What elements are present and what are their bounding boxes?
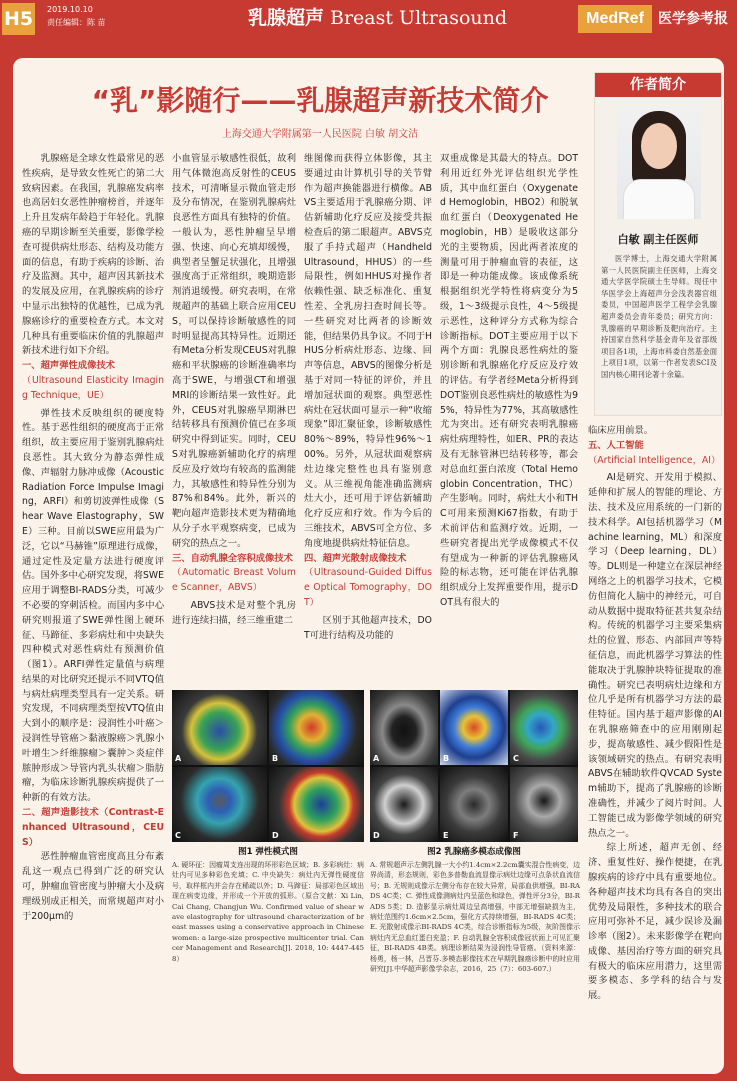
fig2-panel-a: A: [370, 690, 438, 765]
heading-ai: 五、人工智能: [588, 439, 644, 451]
heading-elasticity-en: （Ultrasound Elasticity Imaging Technique，UE）: [22, 374, 164, 401]
issue-date: 2019.10.10: [47, 5, 93, 14]
article-authors: 上海交通大学附属第一人民医院 白敏 胡文洁: [221, 129, 419, 140]
heading-ai-en: （Artificial Intelligence，AI）: [588, 454, 721, 466]
summary-paragraph: 综上所述，超声无创、经济、重复性好、操作便捷，在乳腺疾病的诊疗中具有重要地位。各种超声技术均具有各自的突出优势及局限性，多种技术的联合应用可弥补不足，减少误诊及漏诊率（图2）。未来影像学在靶向成像、基因治疗等方面的研究具有极大的临床应用潜力，这里需要多模态、多学科的结合与发展。: [588, 842, 722, 1002]
heading-abvs-en: （Automatic Breast Volume Scanner，ABVS）: [172, 567, 296, 594]
section-title: [248, 6, 507, 30]
elasticity-paragraph: 弹性技术反映组织的硬度特性。基于恶性组织的硬度高于正常组织，故主要应用于鉴别乳腺病灶良恶性。其大致分为静态弹性成像、声辐射力脉冲成像（Acoustic Radiation Force Impulse Imaging，ARFI）和剪切波弹性成像（Shear Wave Elastography，SWE）三种。目前以SWE应用最为广泛，它以“马赫锥”原理进行成像，通过定性及定量方法进行硬度评估。国外多中心研究发现，将SWE应用于调整BI-RADS分类，可减少不必要的穿刺活检。而国内多中心研究则报道了SWE弹性图上硬环征、马蹄征、多彩病灶和中央缺失四种模式对恶性病灶有预测价值（图1）。ARFI弹性定量值与病理结果的对比研究还提示不同VTQ值与病灶病理类型具有一定关系。研究发现，不同病理类型按VTQ值由大到小的顺序是：浸润性小叶癌＞浸润性导管癌＞黏液腺癌＞乳腺小叶增生＞纤维腺瘤＞囊肿＞炎症伴脓肿形成＞导管内乳头状瘤＞脂肪瘤，为临床诊断乳腺疾病提供了一种新的有效方法。: [22, 407, 164, 804]
section-title-en: Breast Ultrasound: [330, 7, 508, 29]
page-header: [0, 0, 737, 38]
author-sidebar: [594, 72, 722, 416]
sidebar-heading: 作者简介: [595, 73, 721, 97]
column-1: [22, 152, 164, 1068]
ceus-paragraph-start: 恶性肿瘤血管密度高且分布紊乱这一观点已得到广泛的研究认可，肿瘤血管密度与肿瘤大小及病理级别成正相关，而常规超声对小于200μm的: [22, 851, 164, 922]
fig1-panel-d: D: [269, 767, 364, 842]
brand-name-cn: 医学参考报: [658, 11, 728, 27]
figure-1-title: 图1 弹性模式图: [238, 847, 298, 857]
abvs-paragraph: 维图像而获得立体影像，其主要通过由计算机引导的关节臂作为超声换能器进行横像。ABVS主要适用于乳腺癌分期、评估新辅助化疗反应及接受共振检查后的第二眼超声。ABVS克服了手持式超声（Handheld Ultrasound，HHUS）的一些局限性，例如HHUS对操作者依赖性强、缺乏标准化、重复性差、全乳房扫查时间长等。一些研究对比两者的诊断效能，但结果仍具争议。不同于HHUS分析病灶形态、边缘、回声等信息，ABVS的图像分析是基于对同一特征的评价，并且增加冠状面的观察。典型恶性病灶在冠状面可显示一种“收缩现象”即汇聚征象，诊断敏感性80%～89%，特异性96%～100%。另外，从冠状面观察病灶边缘完整性也具有鉴别意义。从三维视角能准确监测病灶大小，还可用于评估新辅助化疗反应和疗效。作为今后的三维技术，ABVS可全方位、多角度地提供病灶特征信息。: [304, 153, 432, 549]
fig2-panel-d: D: [370, 767, 438, 842]
intro-paragraph: 乳腺癌是全球女性最常见的恶性疾病，是导致女性死亡的第二大致病因素。在我国，乳腺癌发病率也高居妇女恶性肿瘤榜首，并逐年上升且发病年龄趋于年轻化。乳腺癌的早期诊断至关重要，影像学检查可提供病灶形态、结构及功能方面的信息，有助于疾病的诊断、治疗及监测。其中，超声因其新技术的发展及应用，在乳腺疾病的诊疗中显示出独特的优越性，已成为乳腺癌诊疗的重要检查方式。本文对几种具有重要临床价值的乳腺超声新技术进行如下介绍。: [22, 153, 164, 357]
figure-2-title: 图2 乳腺癌多模态成像图: [427, 847, 521, 857]
author-photo: [617, 107, 701, 219]
editor-credit: 责任编辑：陈 苗: [47, 18, 106, 27]
fig1-panel-b: B: [269, 690, 364, 765]
figure-2-caption: A. 常规超声示左侧乳腺一大小约1.4cm×2.2cm囊实混合性病变，边界尚清，形态规则，彩色多普勒血流显像示病灶边缘可点条状血流信号；B. 无规则成像示左侧分布存在较大异常，局部血供增强，BI-RADS 4C类；C. 弹性成像测病灶内呈蓝色和绿色，弹性评分3分，BI-RADS 5类；D. 造影显示病灶周边呈高增强，中部无增强缺损为主，病灶范围约1.6cm×2.5cm，强化方式持续增强，BI-RADS 4C类；E. 光散射成像示BI-RADS 4C类，综合诊断指标为5级，灰阶图像示病灶内无总血红蛋白充盈；F. 自动乳腺全容积成像冠状面上可见汇聚征，BI-RADS 4B类。病理诊断结果为浸润性导管癌。（资料来源：杨勇，杨一林，吕晋芬.多模态影像技术在早期乳腺癌诊断中的时应用研究[J].中华超声影像学杂志，2016，25（7）：603-607.）: [370, 861, 580, 974]
brand-logo: MedRef: [578, 5, 652, 33]
author-name: 白敏 副主任医师: [617, 233, 699, 246]
figure-1-caption: A. 硬环征：因瘤周支连出现的环形彩色区域；B. 多彩病灶：病灶内可见多种彩色充填；C. 中央缺失：病灶内无弹性硬度信号，取样框内并会存在稀疏以外；D. 马蹄征：局部彩色区域出现在病变边缘，并形成一个开放的弧形。（原合文献：Xi Lin, Cai Chang, Changjun Wu. Confirmed value of shear wave elastography for ultrasound characterization of breast masses using a conservative approach in Chinese women: a large-size prospective multicenter trial. Cancer Management and Research[J]. 2018, 10: 4447-4458）: [172, 861, 364, 963]
fig1-panel-a: A: [172, 690, 267, 765]
figure-1-elastography: [172, 690, 364, 842]
page-number-badge: H5: [2, 3, 35, 35]
heading-ceus: 二、超声造影技术（Contrast-Enhanced Ultrasound，CEUS）: [22, 807, 164, 848]
fig2-panel-f: F: [510, 767, 578, 842]
heading-dot-en: （Ultrasound-Guided Diffuse Optical Tomography，DOT）: [304, 567, 432, 608]
heading-dot: 四、超声光散射成像技术: [304, 552, 407, 564]
portrait-face: [641, 123, 677, 169]
column-4: [440, 152, 578, 684]
portrait-coat: [623, 179, 695, 219]
dot-paragraph-start: 区别于其他超声技术，DOT可进行结构及功能的: [304, 614, 432, 641]
fig2-panel-e: E: [440, 767, 508, 842]
ceus-paragraph: 小血管显示敏感性很低，故利用气体微泡高反射性的CEUS技术，可清晰显示微血管走形及分布情况，在鉴别乳腺病灶良恶性方面具有独特的价值。一般认为，恶性肿瘤呈早增强、快速、向心充填却缓慢，典型者呈蟹足状强化，且增强强度高于正常组织，晚期造影剂消退缓慢。研究表明，在常规超声的基础上联合应用CEUS，可以保持诊断敏感性的同时明显提高其特异性。近期还有Meta分析发现CEUS对乳腺癌和平状腺癌的诊断准确率均高于SWE，与增强CT和增强MRI的诊断结果一致性好。此外，CEUS对乳腺癌早期淋巴结转移具有预测价值已在多项研究中得到证实。同时，CEUS对乳腺癌新辅助化疗的病理反应及疗效均有较高的监测能力，其敏感性和特异性分别为87%和84%。此外，新兴的靶向超声造影技术更为精确地从分子水平观察病变，已成为研究的热点之一。: [172, 153, 296, 549]
fig2-panel-b: B: [440, 690, 508, 765]
abvs-paragraph-start: ABVS技术是对整个乳房进行连续扫描，经三维重建二: [172, 599, 296, 626]
section-title-cn: 乳腺超声: [248, 7, 325, 29]
column-3: [304, 152, 432, 684]
ai-paragraph: AI是研究、开发用于模拟、延伸和扩展人的智能的理论、方法、技术及应用系统的一门新的技术科学。AI包括机器学习（Machine learning，ML）和深度学习（Deep learning，DL）等。DL则是一种建立在深层神经网络之上的机器学习技术，它模仿但简化人脑中的神经元，可自动从数据中提取特征甚共复杂结构。传统的机器学习主要采集病灶的位置、形态、内部回声等特征信息，而此机器学习算法的性能取决于乳腺肿块特征提取的准确性。研究已表明病灶边缘和方位几乎是所有机器学习方法的最佳特征。国内基于超声影像的AI在乳腺癌筛查中的应用刚刚起步，提高敏感性、减少假阳性是该领域研究的热点。有研究表明ABVS在辅助软件QVCAD System辅助下，提高了乳腺癌的诊断准确性，并减少了阅片时间。人工智能已成为影像学领域的研究热点之一。: [588, 472, 722, 839]
column-5: [588, 424, 722, 1068]
dot-paragraph: 双重成像是其最大的特点。DOT利用近红外光评估组织光学性质，其中血红蛋白（Oxygenated Hemoglobin，HBO2）和脱氧血红蛋白（Deoxygenated Hemoglobin，HB）是吸收这部分光的主要物质，因此两者浓度的测量可用于肿瘤血管的表征，这即是一种功能成像。该成像系统根据组织光学特性将病变分为5级，1～3级提示良性，4～5级提示恶性，这种评分方式称为综合诊断指标。DOT主要应用于以下两个方面：乳腺良恶性病灶的鉴别诊断和乳腺癌化疗反应及疗效的评估。有学者经Meta分析得到DOT鉴别良恶性病灶的敏感性为95%，特异性为77%，其高敏感性尤为突出。还有研究表明乳腺癌病灶病理特性，如ER、PR的表达及有无脉管淋巴结转移等，都会对总血红蛋白浓度（Total Hemoglobin Concentration，THC）产生影响。同时，病灶大小和THC可用来预测Ki67指数，有助于术前评估和监测疗效。近期，一些研究者提出光学成像模式不仅有望成为一种新的评估乳腺癌风险的标志物，还可能在评估乳腺组织成分上发挥重要作用，提示DOT具有很大的: [440, 153, 578, 608]
figure-2-multimodal: [370, 690, 578, 842]
dot-paragraph-end: 临床应用前景。: [588, 425, 654, 436]
fig2-panel-c: C: [510, 690, 578, 765]
column-2: [172, 152, 296, 684]
article-title: “乳”影随行——乳腺超声新技术简介: [91, 84, 549, 117]
heading-elasticity: 一、超声弹性成像技术: [22, 360, 115, 372]
fig1-panel-c: C: [172, 767, 267, 842]
author-bio: 医学博士，上海交通大学附属第一人民医院副主任医师，上海交通大学医学院硕士生导师。现任中华医学会上海超声分会浅表器官组委员，中国超声医学工程学会乳腺超声委员会青年委员；研究方向：乳腺癌的早期诊断及靶向治疗。主持国家自然科学基金青年及省部级项目各1项，上海市科委自然基金面上项目1项，以第一作者发表SCI及国内核心期刊论著十余篇。: [601, 254, 717, 379]
heading-abvs: 三、自动乳腺全容积成像技术: [172, 552, 293, 564]
